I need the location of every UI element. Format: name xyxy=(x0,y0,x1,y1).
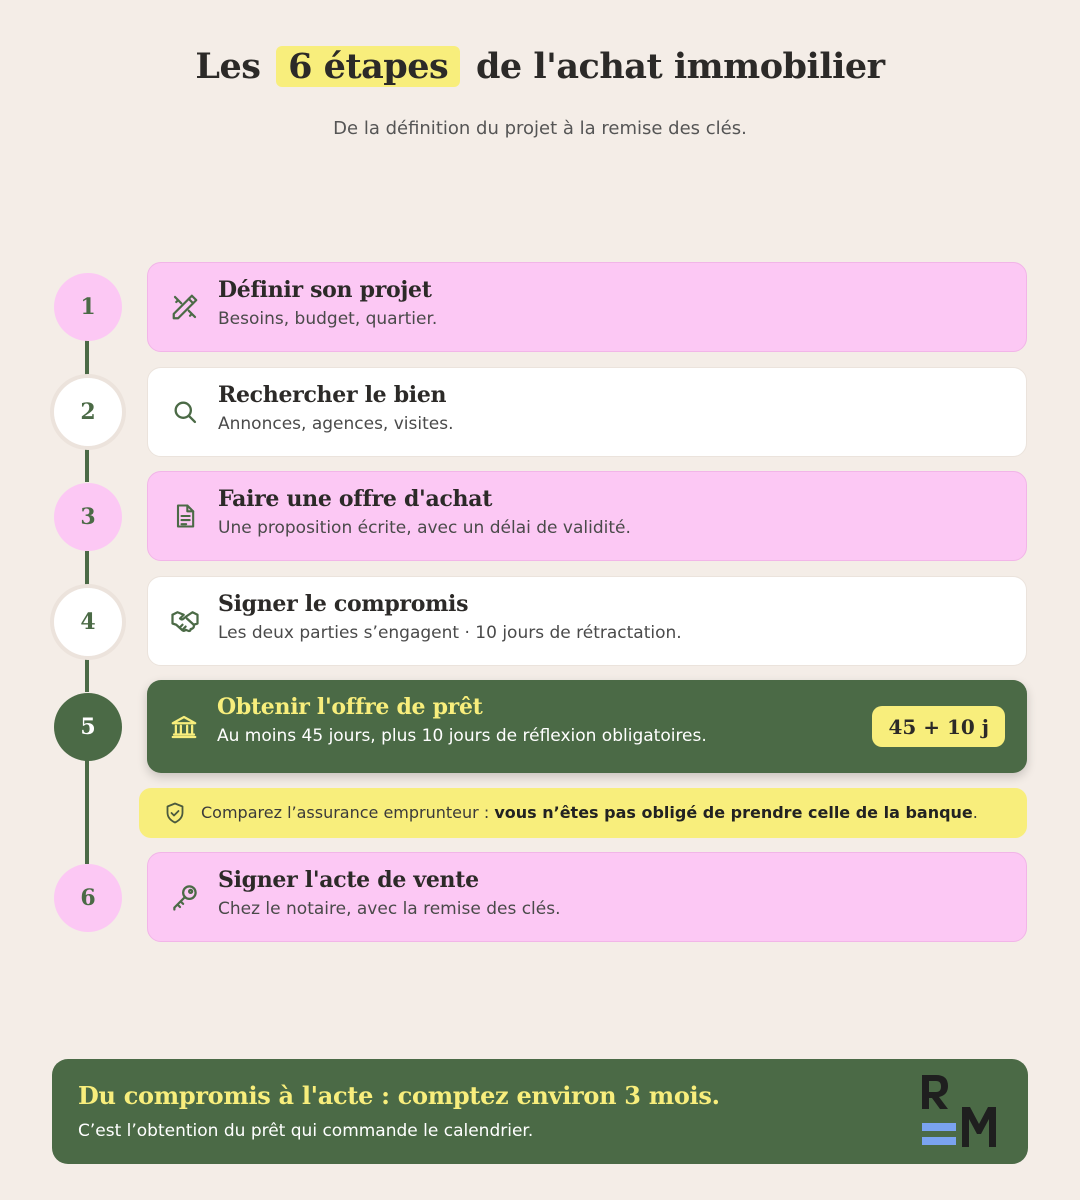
key-icon xyxy=(170,882,200,912)
timeline-connector xyxy=(85,446,89,482)
page-subtitle: De la définition du projet à la remise des clés. xyxy=(333,118,747,139)
step-number-1: 1 xyxy=(54,273,122,341)
handshake-icon xyxy=(170,606,200,636)
tip-emphasis: vous n’êtes pas obligé de prendre celle de la banque xyxy=(494,803,973,822)
step-description: Les deux parties s’engagent · 10 jours de rétractation. xyxy=(218,623,682,643)
summary-title: Du compromis à l'acte : comptez environ 3 mois. xyxy=(78,1081,720,1110)
summary-banner xyxy=(52,1059,1028,1164)
timeline-connector xyxy=(85,551,89,587)
insurance-tip xyxy=(139,788,1027,838)
title-prefix: Les xyxy=(195,46,261,87)
step-title: Rechercher le bien xyxy=(218,382,447,408)
document-icon xyxy=(170,501,200,531)
step-description: Annonces, agences, visites. xyxy=(218,414,454,434)
step-title: Signer l'acte de vente xyxy=(218,867,479,893)
step-card-5 xyxy=(147,680,1027,773)
shield-check-icon xyxy=(163,801,187,825)
step-number-3: 3 xyxy=(54,483,122,551)
step-number-5: 5 xyxy=(54,693,122,761)
search-icon xyxy=(170,397,200,427)
title-highlight: 6 étapes xyxy=(276,46,460,87)
step-description: Besoins, budget, quartier. xyxy=(218,309,438,329)
step-title: Faire une offre d'achat xyxy=(218,486,493,512)
step-number-4: 4 xyxy=(54,588,122,656)
summary-description: C’est l’obtention du prêt qui commande le calendrier. xyxy=(78,1121,534,1141)
step-description: Chez le notaire, avec la remise des clés. xyxy=(218,899,561,919)
bank-icon xyxy=(169,712,199,742)
step-card-4 xyxy=(147,576,1027,666)
step-description: Une proposition écrite, avec un délai de validité. xyxy=(218,518,631,538)
timeline-connector xyxy=(85,656,89,692)
step-number-6: 6 xyxy=(54,864,122,932)
step-number-2: 2 xyxy=(54,378,122,446)
step-card-6 xyxy=(147,852,1027,942)
timeline-connector xyxy=(85,340,89,376)
step-title: Signer le compromis xyxy=(218,591,469,617)
timeline-connector xyxy=(85,760,89,864)
rm-logo xyxy=(920,1073,1002,1151)
title-suffix: de l'achat immobilier xyxy=(475,46,885,87)
duration-badge: 45 + 10 j xyxy=(872,706,1005,747)
page-title xyxy=(0,46,1080,87)
step-title: Obtenir l'offre de prêt xyxy=(217,694,483,720)
step-description: Au moins 45 jours, plus 10 jours de réflexion obligatoires. xyxy=(217,726,707,746)
step-card-2 xyxy=(147,367,1027,457)
tip-text: Comparez l’assurance emprunteur : xyxy=(201,803,495,822)
step-card-3 xyxy=(147,471,1027,561)
pencil-ruler-icon xyxy=(170,292,200,322)
step-card-1 xyxy=(147,262,1027,352)
step-title: Définir son projet xyxy=(218,277,432,303)
tip-end: . xyxy=(972,803,978,822)
